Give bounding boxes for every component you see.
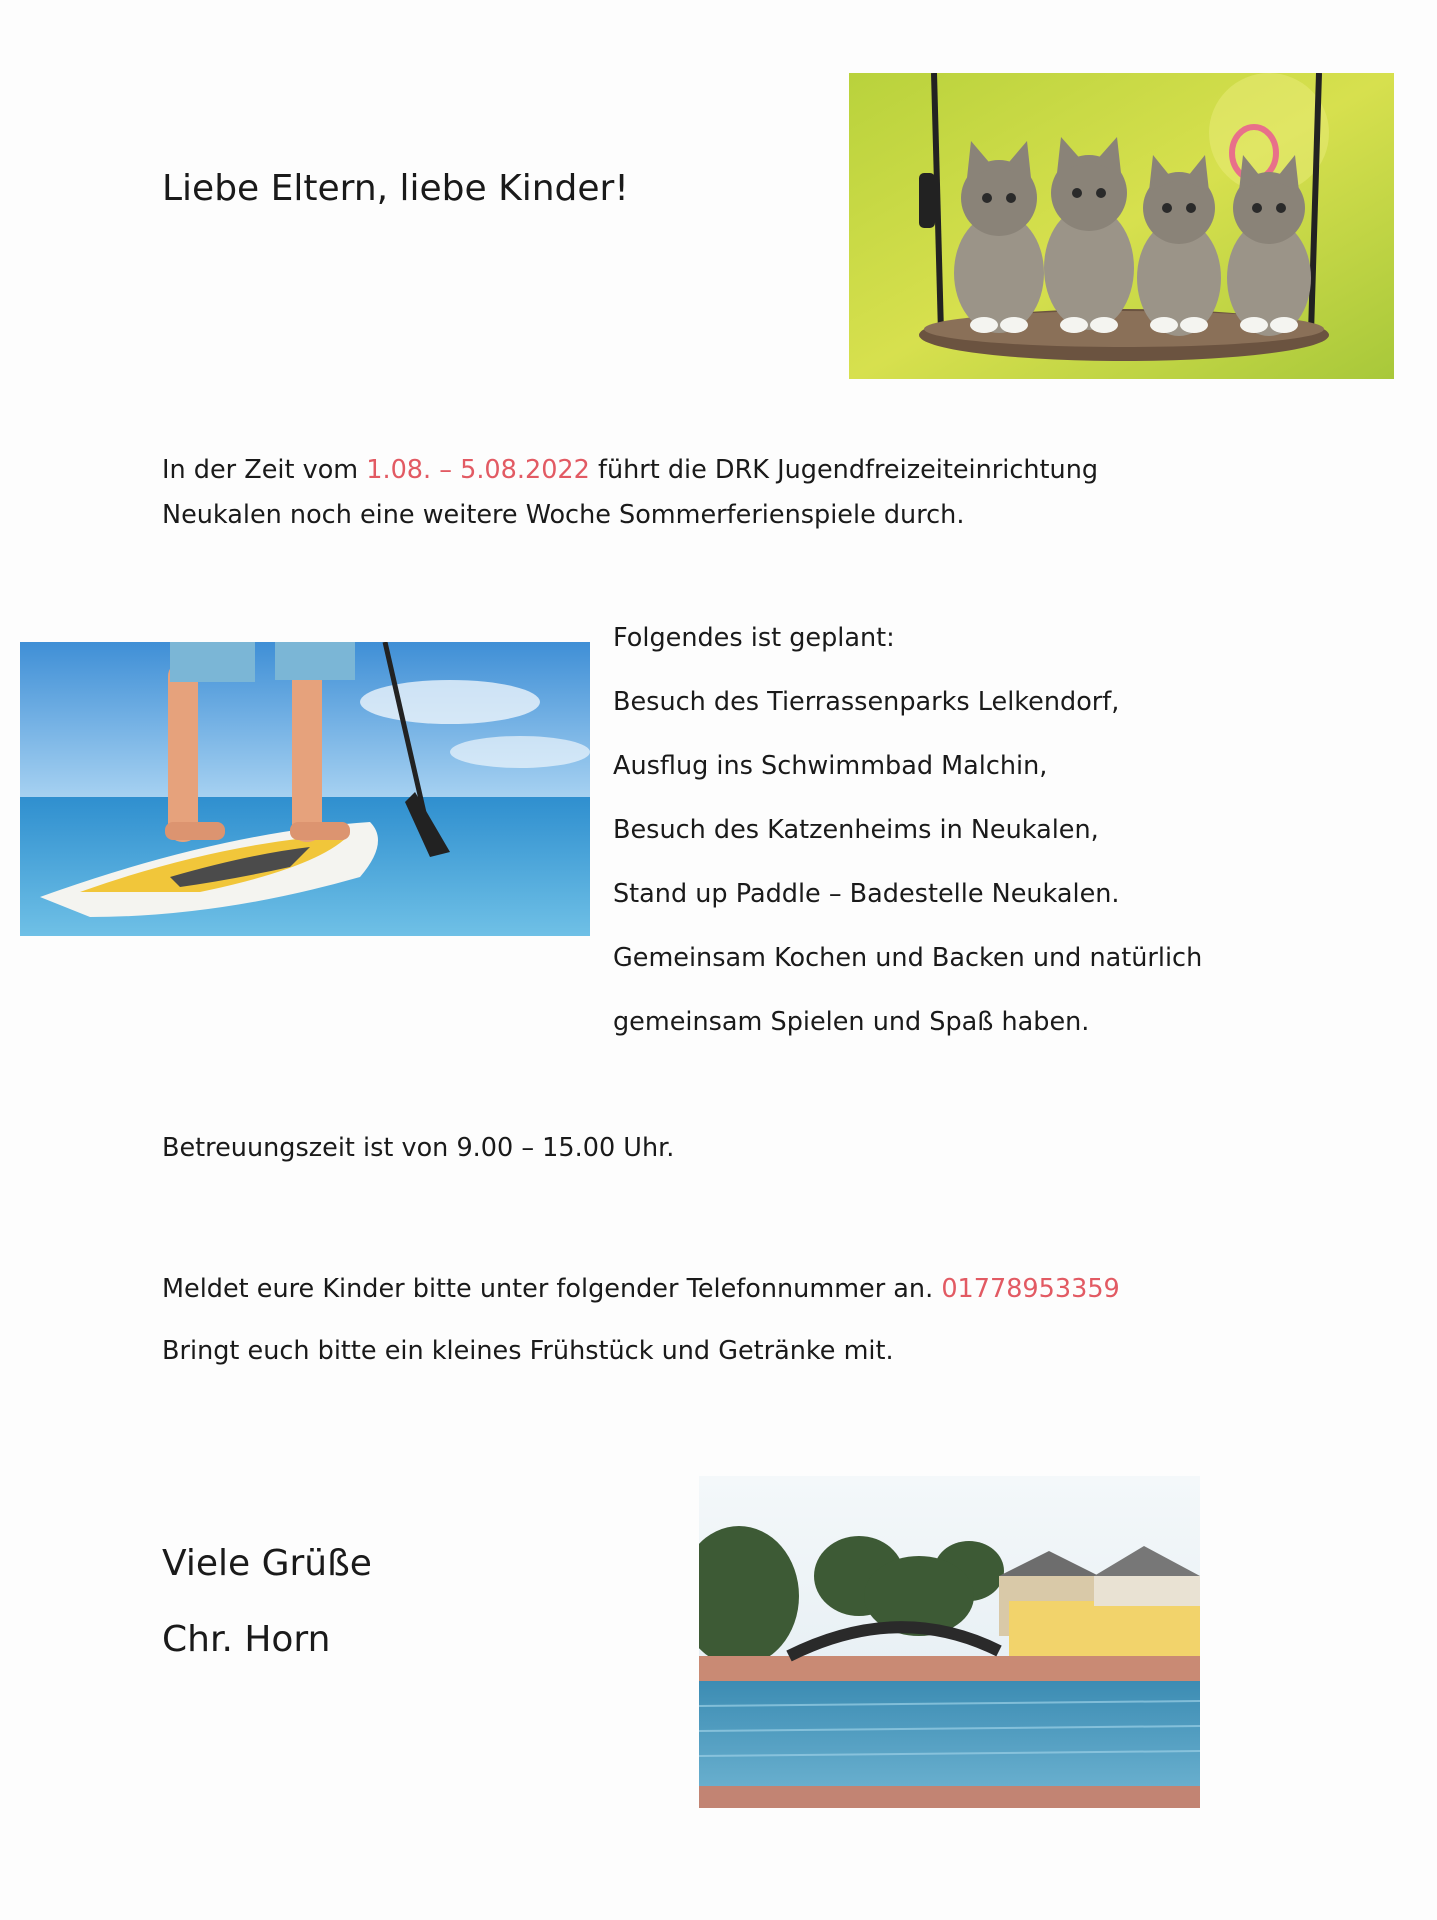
- plan-item: Stand up Paddle – Badestelle Neukalen.: [613, 879, 1120, 909]
- greeting-heading: Liebe Eltern, liebe Kinder!: [162, 168, 629, 209]
- swimming-pool-photo: [699, 1476, 1200, 1808]
- intro-text-start: In der Zeit vom: [162, 455, 367, 485]
- intro-text-end: führt die DRK Jugendfreizeiteinrichtung: [589, 455, 1099, 485]
- intro-text-line2: Neukalen noch eine weitere Woche Sommerferienspiele durch.: [162, 500, 965, 530]
- intro-paragraph: [162, 448, 1098, 538]
- care-time: Betreuungszeit ist von 9.00 – 15.00 Uhr.: [162, 1133, 675, 1163]
- plan-item: Ausflug ins Schwimmbad Malchin,: [613, 751, 1048, 781]
- event-dates: 1.08. – 5.08.2022: [366, 455, 590, 485]
- plan-item: Besuch des Tierrassenparks Lelkendorf,: [613, 687, 1120, 717]
- plan-list: [613, 618, 1202, 1066]
- closing-greeting: Viele Grüße: [162, 1543, 372, 1584]
- bring-breakfast-text: Bringt euch bitte ein kleines Frühstück und Getränke mit.: [162, 1336, 894, 1366]
- paddleboard-photo: [20, 642, 590, 936]
- registration-text: Meldet eure Kinder bitte unter folgender Telefonnummer an.: [162, 1274, 942, 1304]
- plan-item: gemeinsam Spielen und Spaß haben.: [613, 1007, 1090, 1037]
- kittens-photo: [849, 73, 1394, 379]
- contact-paragraph: [162, 1258, 1120, 1382]
- plan-item: Besuch des Katzenheims in Neukalen,: [613, 815, 1099, 845]
- plan-heading: Folgendes ist geplant:: [613, 623, 895, 653]
- closing-block: [162, 1526, 372, 1678]
- signature: Chr. Horn: [162, 1619, 331, 1660]
- phone-number: 01778953359: [941, 1274, 1120, 1304]
- plan-item: Gemeinsam Kochen und Backen und natürlich: [613, 943, 1203, 973]
